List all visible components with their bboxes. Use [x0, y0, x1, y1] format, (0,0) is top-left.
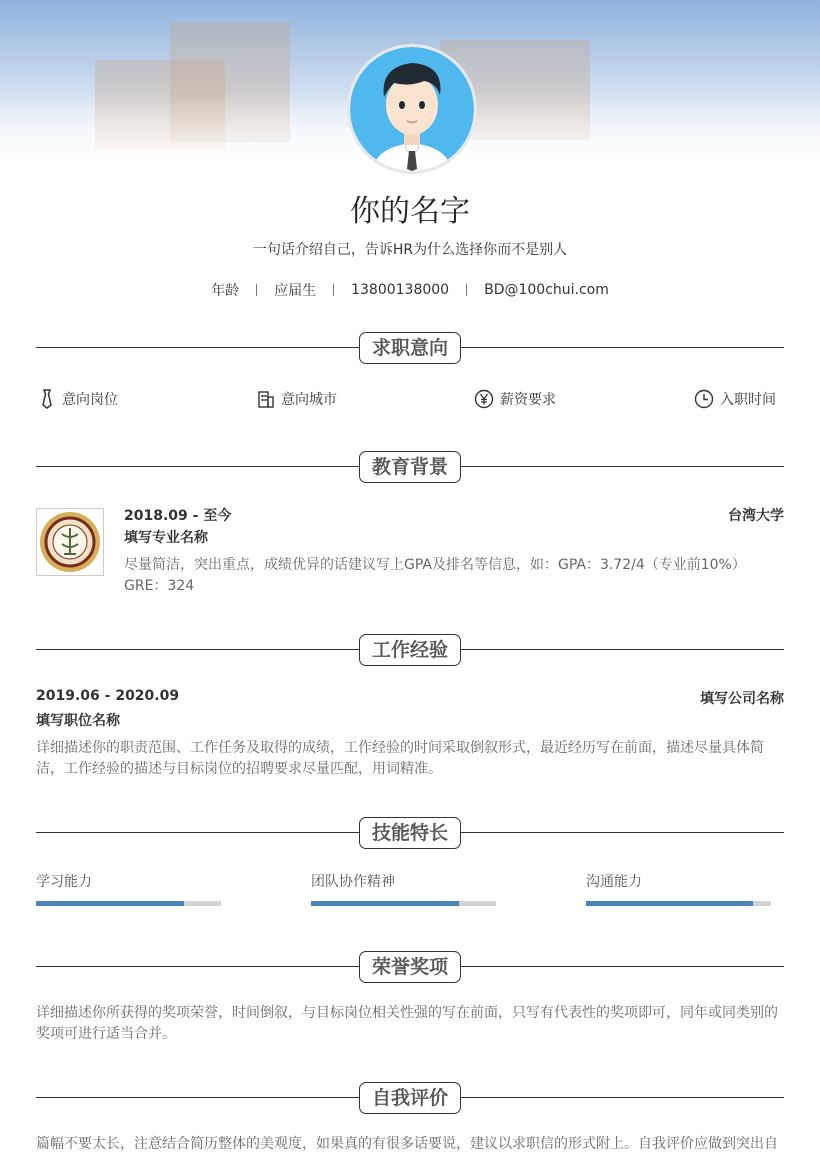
avatar-icon [350, 47, 474, 171]
skill-bar [311, 901, 496, 906]
work-period: 2019.06 - 2020.09 [36, 688, 180, 704]
work-description: 详细描述你的职责范围、工作任务及取得的成绩，工作经验的时间采取倒叙形式，最近经历写在前面，描述尽量具体简洁，工作经验的描述与目标岗位的招聘要求尽量匹配，用词精准。 [36, 740, 764, 777]
section-header-education [36, 451, 784, 483]
contact-row [0, 280, 820, 300]
avatar [347, 44, 477, 174]
university-seal-icon [38, 510, 102, 574]
skill-label: 学习能力 [36, 874, 92, 890]
intent-position: 意向岗位 [38, 388, 118, 410]
intent-salary: 薪资要求 [474, 388, 556, 410]
contact-age: 年龄 [211, 283, 240, 299]
section-title: 求职意向 [359, 332, 461, 364]
contact-status: 应届生 [274, 283, 317, 299]
section-title: 荣誉奖项 [359, 951, 461, 983]
contact-phone: 13800138000 [351, 282, 450, 298]
section-header-honors [36, 951, 784, 983]
honors-description: 详细描述你所获得的奖项荣誉，时间倒叙，与目标岗位相关性强的写在前面，只写有代表性的奖项即可，同年或同类别的奖项可进行适当合并。 [36, 1005, 778, 1042]
divider [256, 284, 257, 296]
section-header-work [36, 634, 784, 666]
position-name: 填写职位名称 [36, 713, 120, 729]
self-description: 篇幅不要太长，注意结合简历整体的美观度，如果真的有很多话要说，建议以求职信的形式附上。自我评价应做到突出自 [36, 1136, 778, 1152]
skill-label: 团队协作精神 [311, 874, 395, 890]
tagline: 一句话介绍自己，告诉HR为什么选择你而不是别人 [252, 242, 568, 258]
intent-city: 意向城市 [257, 388, 337, 410]
university-logo [36, 508, 104, 576]
divider [333, 284, 334, 296]
education-description: 尽量简洁，突出重点，成绩优异的话建议写上GPA及排名等信息，如：GPA：3.72/4（专业前10%） GRE：324 [124, 557, 746, 594]
section-title: 技能特长 [359, 817, 461, 849]
section-title: 教育背景 [359, 451, 461, 483]
divider [466, 284, 467, 296]
contact-email[interactable]: BD@100chui.com [484, 282, 609, 298]
candidate-name: 你的名字 [350, 194, 470, 229]
section-header-skills [36, 817, 784, 849]
section-title: 自我评价 [359, 1082, 461, 1114]
tie-icon [38, 389, 56, 409]
skill-label: 沟通能力 [586, 874, 642, 890]
building-icon [257, 389, 275, 409]
skill-bar [36, 901, 221, 906]
company-name: 填写公司名称 [700, 691, 784, 707]
school-name: 台湾大学 [728, 508, 784, 524]
clock-icon [694, 389, 714, 409]
section-header-intent [36, 332, 784, 364]
skill-bar [586, 901, 771, 906]
yen-icon [474, 389, 494, 409]
intent-start: 入职时间 [694, 388, 776, 410]
education-period: 2018.09 - 至今 [124, 508, 232, 524]
section-title: 工作经验 [359, 634, 461, 666]
section-header-self [36, 1082, 784, 1114]
major-name: 填写专业名称 [124, 530, 208, 546]
